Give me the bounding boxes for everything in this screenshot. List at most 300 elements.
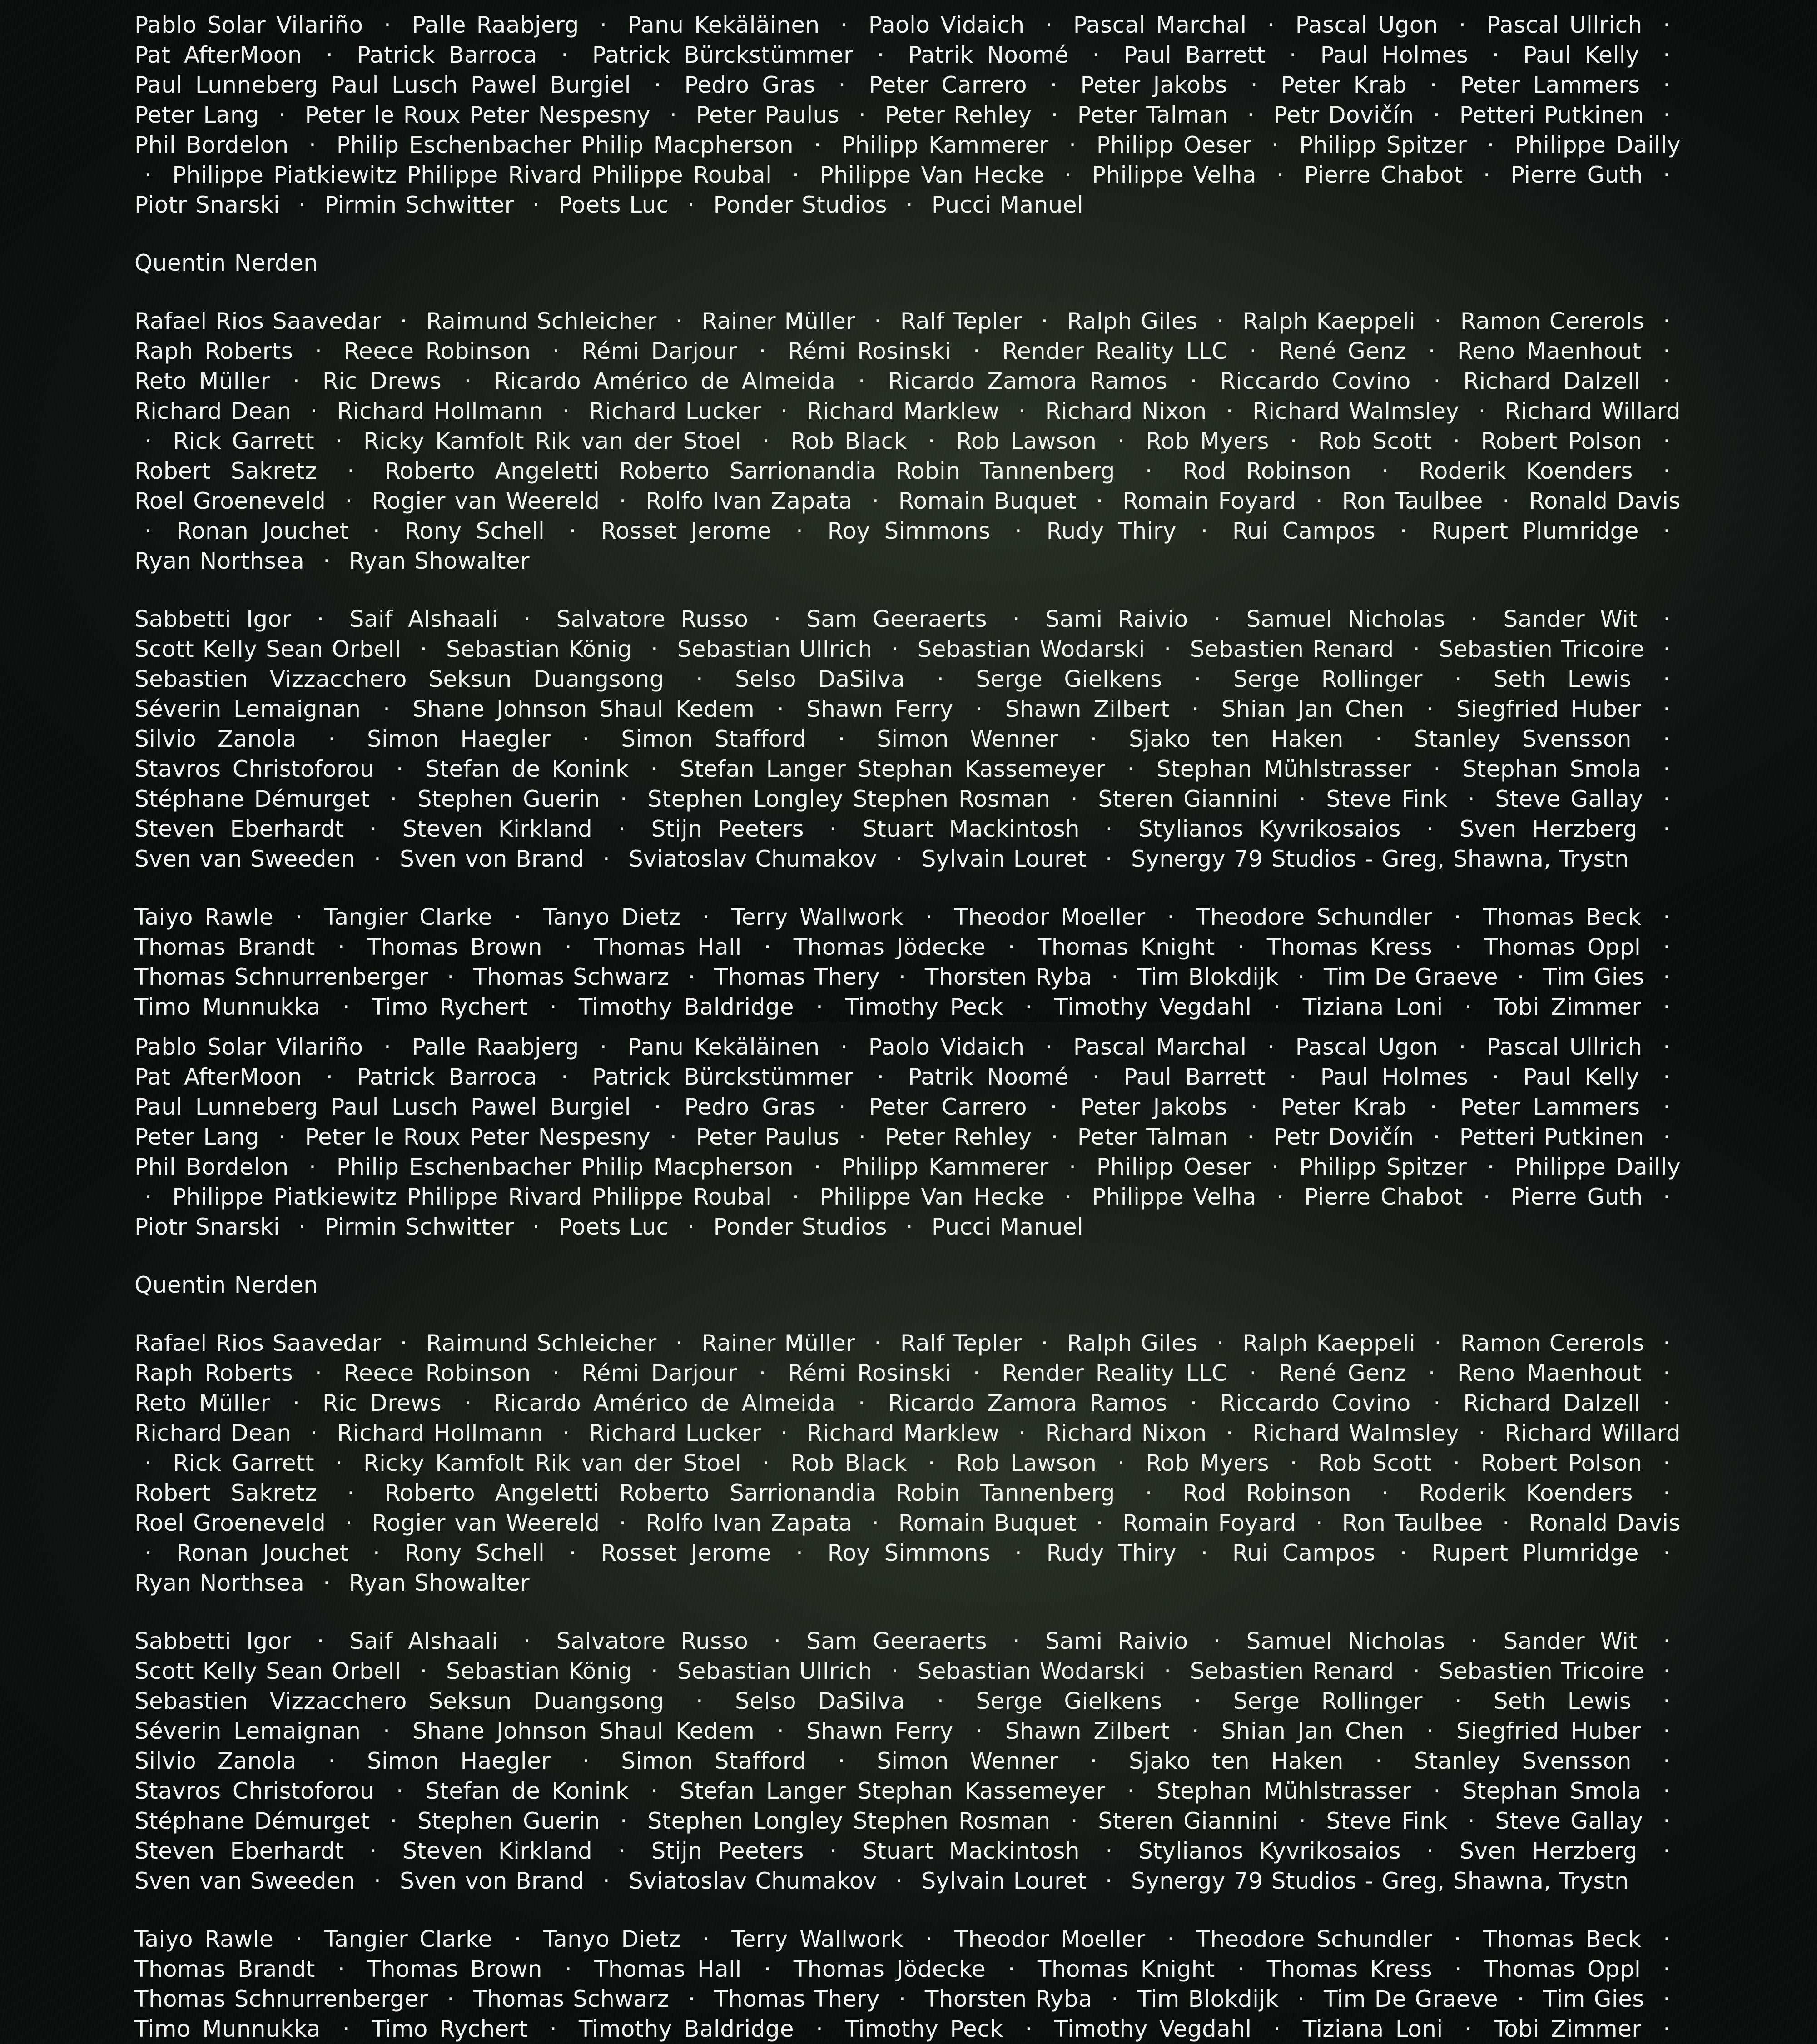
contributor-name: Tobi Zimmer — [1494, 2016, 1642, 2042]
contributor-name: Siegfried Huber — [1456, 1718, 1641, 1744]
contributor-name: Peter Jakobs — [1080, 72, 1227, 98]
separator-dot: · — [654, 72, 661, 98]
separator-dot: · — [369, 816, 377, 842]
contributor-name: Rob Myers — [1146, 428, 1269, 454]
contributor-name: Rui Campos — [1232, 1540, 1376, 1566]
separator-dot: · — [1297, 964, 1305, 990]
separator-dot: · — [872, 488, 879, 514]
separator-dot: · — [464, 1390, 472, 1416]
separator-dot: · — [928, 1450, 935, 1476]
contributor-name: Steve Gallay — [1495, 1808, 1643, 1834]
contributor-name: Roel Groeneveld — [134, 1510, 326, 1536]
separator-dot: · — [891, 636, 899, 662]
separator-dot: · — [1092, 42, 1100, 68]
separator-dot: · — [1194, 666, 1201, 692]
contributor-name: Pirmin Schwitter — [324, 1214, 514, 1240]
separator-dot: · — [654, 1094, 661, 1120]
separator-dot: · — [400, 1330, 407, 1356]
separator-dot: · — [895, 1868, 903, 1894]
separator-dot: · — [1105, 816, 1113, 842]
contributor-name: Ponder Studios — [713, 1214, 887, 1240]
contributor-name: Stefan Langer Stephan Kassemeyer — [680, 1778, 1106, 1804]
separator-dot: · — [295, 904, 303, 930]
contributor-name: Philipp Spitzer — [1299, 132, 1467, 158]
contributor-name: Shawn Zilbert — [1005, 1718, 1170, 1744]
separator-dot: · — [1014, 518, 1023, 544]
separator-dot: · — [1663, 518, 1671, 544]
separator-dot: · — [1276, 1184, 1284, 1210]
contributor-name: Sam Geeraerts — [806, 1628, 987, 1654]
separator-dot: · — [1663, 2016, 1671, 2042]
contributor-name: Ryan Northsea — [134, 548, 305, 574]
separator-dot: · — [840, 12, 848, 38]
separator-dot: · — [1426, 696, 1434, 722]
separator-dot: · — [815, 2016, 824, 2042]
separator-dot: · — [1434, 308, 1442, 334]
separator-dot: · — [687, 1214, 695, 1240]
contributor-name: Philip Eschenbacher Philip Macpherson — [336, 1154, 794, 1180]
separator-dot: · — [1381, 1480, 1389, 1506]
contributor-name: Tim Gies — [1543, 964, 1644, 990]
separator-dot: · — [650, 1658, 659, 1684]
contributor-name: Stuart Mackintosh — [863, 1838, 1080, 1864]
separator-dot: · — [840, 1034, 848, 1060]
contributor-name: Stijn Peeters — [651, 1838, 804, 1864]
separator-dot: · — [1663, 1034, 1671, 1060]
contributor-name: Peter Lang — [134, 1124, 260, 1150]
separator-dot: · — [762, 428, 770, 454]
separator-dot: · — [975, 696, 983, 722]
separator-dot: · — [1226, 1420, 1234, 1446]
contributor-name: Thomas Brown — [367, 934, 542, 960]
separator-dot: · — [374, 1868, 382, 1894]
separator-dot: · — [582, 726, 590, 752]
separator-dot: · — [1012, 606, 1020, 632]
contributor-name: Scott Kelly Sean Orbell — [134, 636, 402, 662]
contributor-name: Thomas Brandt — [134, 934, 315, 960]
separator-dot: · — [1465, 2016, 1472, 2042]
contributor-name: Ronald Davis — [1529, 488, 1681, 514]
contributor-name: Pierre Chabot — [1304, 1184, 1463, 1210]
contributor-name: Timo Munnukka — [134, 2016, 321, 2042]
separator-dot: · — [144, 1540, 152, 1566]
separator-dot: · — [326, 42, 333, 68]
separator-dot: · — [514, 904, 521, 930]
contributor-name: Thomas Brown — [367, 1956, 542, 1982]
contributor-name: Tanyo Dietz — [543, 1926, 681, 1952]
contributor-name: Taiyo Rawle — [134, 904, 274, 930]
separator-dot: · — [552, 1360, 560, 1386]
contributor-name: Sviatoslav Chumakov — [628, 1868, 877, 1894]
separator-dot: · — [523, 606, 531, 632]
separator-dot: · — [688, 1986, 695, 2012]
separator-dot: · — [1492, 1064, 1499, 1090]
separator-dot: · — [1426, 816, 1434, 842]
separator-dot: · — [1051, 102, 1058, 128]
contributor-name: Reece Robinson — [344, 338, 531, 364]
contributor-name: Thomas Kress — [1266, 1956, 1432, 1982]
contributor-name: Sebastian Wodarski — [917, 636, 1145, 662]
credits-group-r — [134, 1328, 1681, 1598]
contributor-name: Roberto Angeletti Roberto Sarrionandia Robin Tannenberg — [384, 458, 1115, 484]
contributor-name: Panu Kekäläinen — [627, 12, 820, 38]
contributor-name: Rosset Jerome — [601, 1540, 772, 1566]
separator-dot: · — [1164, 1658, 1172, 1684]
separator-dot: · — [877, 42, 884, 68]
contributor-name: Rainer Müller — [701, 1330, 856, 1356]
credits-group-r — [134, 306, 1681, 576]
separator-dot: · — [1663, 636, 1671, 662]
contributor-name: Sviatoslav Chumakov — [628, 846, 877, 872]
contributor-name: Richard Dalzell — [1463, 1390, 1641, 1416]
contributor-name: Paul Lunneberg Paul Lusch Pawel Burgiel — [134, 72, 631, 98]
contributor-name: Steren Giannini — [1098, 786, 1279, 812]
contributor-name: Panu Kekäläinen — [627, 1034, 820, 1060]
contributor-name: Richard Nixon — [1045, 398, 1207, 424]
contributor-name: Saif Alshaali — [349, 606, 498, 632]
contributor-name: Philip Eschenbacher Philip Macpherson — [336, 132, 794, 158]
separator-dot: · — [1663, 1330, 1671, 1356]
contributor-name: Romain Foyard — [1122, 1510, 1296, 1536]
separator-dot: · — [1483, 162, 1491, 188]
contributor-name: René Genz — [1278, 338, 1407, 364]
contributor-name: Tiziana Loni — [1302, 994, 1443, 1020]
separator-dot: · — [1433, 1778, 1441, 1804]
separator-dot: · — [1012, 1628, 1020, 1654]
separator-dot: · — [1276, 162, 1284, 188]
contributor-name: Rony Schell — [404, 518, 545, 544]
separator-dot: · — [792, 1184, 800, 1210]
contributor-name: Sylvain Louret — [921, 846, 1087, 872]
separator-dot: · — [1216, 1330, 1224, 1356]
contributor-name: Rémi Darjour — [581, 338, 737, 364]
credits-group-t — [134, 902, 1681, 1022]
contributor-name: Robert Polson — [1481, 1450, 1643, 1476]
contributor-name: Pascal Ugon — [1295, 12, 1438, 38]
separator-dot: · — [1454, 1688, 1462, 1714]
contributor-name: Thomas Jödecke — [793, 934, 986, 960]
separator-dot: · — [383, 1718, 391, 1744]
contributor-name: Thomas Beck — [1483, 1926, 1642, 1952]
separator-dot: · — [310, 1420, 318, 1446]
contributor-name: Sebastien Renard — [1190, 636, 1394, 662]
separator-dot: · — [1663, 1986, 1671, 2012]
contributor-name: Peter Carrero — [869, 1094, 1027, 1120]
separator-dot: · — [1663, 1778, 1671, 1804]
contributor-name: René Genz — [1278, 1360, 1407, 1386]
separator-dot: · — [1412, 1658, 1420, 1684]
separator-dot: · — [1096, 488, 1103, 514]
contributor-name: Rolfo Ivan Zapata — [645, 488, 853, 514]
separator-dot: · — [1465, 994, 1472, 1020]
separator-dot: · — [774, 606, 781, 632]
contributor-name: Serge Rollinger — [1233, 1688, 1423, 1714]
separator-dot: · — [1092, 1064, 1100, 1090]
contributor-name: Rupert Plumridge — [1431, 518, 1639, 544]
separator-dot: · — [1025, 2016, 1033, 2042]
separator-dot: · — [1117, 1450, 1125, 1476]
contributor-name: Pascal Ugon — [1295, 1034, 1438, 1060]
contributor-name: Paul Barrett — [1123, 42, 1266, 68]
contributor-name: Richard Marklew — [807, 1420, 1000, 1446]
contributor-name: Sven Herzberg — [1460, 1838, 1638, 1864]
separator-dot: · — [891, 1658, 899, 1684]
separator-dot: · — [1008, 934, 1015, 960]
contributor-name: Serge Gielkens — [976, 666, 1162, 692]
separator-dot: · — [396, 756, 404, 782]
contributor-name: Reece Robinson — [344, 1360, 531, 1386]
separator-dot: · — [1663, 756, 1671, 782]
contributor-name: Steve Fink — [1326, 1808, 1448, 1834]
contributor-name: Pucci Manuel — [931, 1214, 1084, 1240]
contributor-name: Palle Raabjerg — [412, 1034, 579, 1060]
separator-dot: · — [372, 1540, 381, 1566]
separator-dot: · — [328, 726, 336, 752]
contributor-name: Raimund Schleicher — [426, 1330, 657, 1356]
contributor-name: Sebastien Tricoire — [1439, 636, 1644, 662]
separator-dot: · — [859, 102, 866, 128]
contributor-name: Theodor Moeller — [954, 904, 1146, 930]
contributor-name: Serge Gielkens — [976, 1688, 1162, 1714]
contributor-name: Timothy Vegdahl — [1054, 994, 1252, 1020]
separator-dot: · — [582, 1748, 590, 1774]
separator-dot: · — [792, 162, 800, 188]
credits-group-t — [134, 1924, 1681, 2044]
contributor-name: Sven van Sweeden — [134, 846, 356, 872]
separator-dot: · — [1167, 1926, 1175, 1952]
contributor-name: Ryan Northsea — [134, 1570, 305, 1596]
separator-dot: · — [298, 192, 306, 218]
separator-dot: · — [372, 518, 381, 544]
contributor-name: Stefan de Konink — [425, 756, 629, 782]
separator-dot: · — [569, 518, 576, 544]
contributor-name: Pierre Guth — [1510, 1184, 1643, 1210]
contributor-name: Tim De Graeve — [1324, 964, 1499, 990]
separator-dot: · — [144, 518, 152, 544]
contributor-name: Thorsten Ryba — [924, 1986, 1092, 2012]
separator-dot: · — [695, 666, 704, 692]
separator-dot: · — [858, 1390, 866, 1416]
contributor-name: Quentin Nerden — [134, 1272, 318, 1298]
separator-dot: · — [420, 1658, 427, 1684]
contributor-name: Petteri Putkinen — [1459, 102, 1644, 128]
separator-dot: · — [1070, 786, 1078, 812]
contributor-name: Stephen Guerin — [417, 1808, 600, 1834]
separator-dot: · — [1487, 132, 1494, 158]
contributor-name: Quentin Nerden — [134, 250, 318, 276]
separator-dot: · — [1663, 368, 1671, 394]
credits-group-p — [134, 10, 1681, 220]
contributor-name: Thomas Oppl — [1484, 934, 1641, 960]
separator-dot: · — [1191, 1718, 1199, 1744]
separator-dot: · — [1492, 42, 1499, 68]
separator-dot: · — [1145, 458, 1153, 484]
contributor-name: Philipp Kammerer — [841, 132, 1049, 158]
credits-panel-duplicate — [0, 1022, 1817, 2044]
separator-dot: · — [420, 636, 427, 662]
contributor-name: Stanley Svensson — [1414, 726, 1632, 752]
contributor-name: Rupert Plumridge — [1431, 1540, 1639, 1566]
separator-dot: · — [1018, 1420, 1026, 1446]
contributor-name: Steven Kirkland — [402, 1838, 593, 1864]
contributor-name: Roberto Angeletti Roberto Sarrionandia Robin Tannenberg — [384, 1480, 1115, 1506]
separator-dot: · — [1470, 1628, 1478, 1654]
separator-dot: · — [1663, 934, 1671, 960]
separator-dot: · — [1237, 1956, 1245, 1982]
separator-dot: · — [390, 786, 397, 812]
separator-dot: · — [1014, 1540, 1023, 1566]
contributor-name: Poets Luc — [558, 192, 669, 218]
contributor-name: Sven von Brand — [400, 846, 585, 872]
separator-dot: · — [1663, 1360, 1671, 1386]
contributor-name: Seth Lewis — [1493, 1688, 1632, 1714]
separator-dot: · — [1297, 1986, 1305, 2012]
contributor-name: Pascal Ullrich — [1487, 12, 1643, 38]
contributor-name: Ralph Kaeppeli — [1242, 1330, 1416, 1356]
separator-dot: · — [1273, 2016, 1281, 2042]
contributor-name: Sebastian König — [446, 636, 632, 662]
separator-dot: · — [1428, 338, 1436, 364]
separator-dot: · — [905, 192, 913, 218]
contributor-name: Reno Maenhout — [1457, 1360, 1642, 1386]
separator-dot: · — [1105, 1838, 1113, 1864]
contributor-name: Rémi Darjour — [581, 1360, 737, 1386]
separator-dot: · — [702, 1926, 710, 1952]
contributor-name: Peter Talman — [1077, 102, 1228, 128]
contributor-name: Steve Gallay — [1495, 786, 1643, 812]
separator-dot: · — [1412, 636, 1420, 662]
contributor-name: Piotr Snarski — [134, 1214, 280, 1240]
separator-dot: · — [1663, 1094, 1671, 1120]
contributor-name: Robert Polson — [1481, 428, 1643, 454]
separator-dot: · — [310, 398, 318, 424]
separator-dot: · — [1025, 994, 1033, 1020]
separator-dot: · — [514, 1926, 521, 1952]
contributor-name: Shane Johnson Shaul Kedem — [412, 1718, 755, 1744]
separator-dot: · — [937, 1688, 944, 1714]
contributor-name: Philipp Spitzer — [1299, 1154, 1467, 1180]
contributor-name: Pascal Marchal — [1073, 12, 1247, 38]
separator-dot: · — [295, 1926, 303, 1952]
separator-dot: · — [1041, 1330, 1048, 1356]
contributor-name: Richard Lucker — [589, 398, 761, 424]
separator-dot: · — [675, 1330, 683, 1356]
separator-dot: · — [1663, 1718, 1671, 1744]
contributor-name: Raph Roberts — [134, 1360, 293, 1386]
separator-dot: · — [1190, 1390, 1197, 1416]
separator-dot: · — [975, 1718, 983, 1744]
contributor-name: Stanley Svensson — [1414, 1748, 1632, 1774]
contributor-name: Richard Willard — [1504, 1420, 1681, 1446]
contributor-name: Romain Buquet — [898, 1510, 1077, 1536]
contributor-name: Philippe Van Hecke — [819, 162, 1044, 188]
separator-dot: · — [762, 1450, 770, 1476]
contributor-name: Sebastian König — [446, 1658, 632, 1684]
separator-dot: · — [1289, 1064, 1297, 1090]
separator-dot: · — [323, 1570, 331, 1596]
separator-dot: · — [1237, 934, 1245, 960]
contributor-name: Ron Taulbee — [1342, 1510, 1483, 1536]
separator-dot: · — [937, 666, 944, 692]
contributor-name: Rob Lawson — [956, 1450, 1097, 1476]
contributor-name: Rob Scott — [1318, 428, 1432, 454]
contributor-name: Roel Groeneveld — [134, 488, 326, 514]
separator-dot: · — [858, 368, 866, 394]
contributor-name: Pat AfterMoon — [134, 42, 302, 68]
separator-dot: · — [1663, 1838, 1671, 1864]
contributor-name: Peter Rehley — [885, 102, 1032, 128]
separator-dot: · — [1426, 1838, 1434, 1864]
separator-dot: · — [309, 132, 317, 158]
contributor-name: Richard Dalzell — [1463, 368, 1641, 394]
separator-dot: · — [1315, 488, 1323, 514]
separator-dot: · — [1663, 1124, 1671, 1150]
separator-dot: · — [1663, 786, 1671, 812]
separator-dot: · — [1663, 308, 1671, 334]
separator-dot: · — [814, 132, 821, 158]
separator-dot: · — [1453, 428, 1460, 454]
contributor-name: Richard Marklew — [807, 398, 1000, 424]
contributor-name: Ryan Showalter — [349, 1570, 530, 1596]
separator-dot: · — [1470, 606, 1478, 632]
separator-dot: · — [650, 636, 659, 662]
separator-dot: · — [829, 816, 837, 842]
separator-dot: · — [877, 1064, 884, 1090]
separator-dot: · — [335, 428, 343, 454]
separator-dot: · — [777, 696, 784, 722]
contributor-name: Tim De Graeve — [1324, 1986, 1499, 2012]
separator-dot: · — [1051, 1124, 1058, 1150]
contributor-name: Stavros Christoforou — [134, 1778, 374, 1804]
separator-dot: · — [342, 994, 350, 1020]
separator-dot: · — [780, 1420, 788, 1446]
separator-dot: · — [347, 1480, 355, 1506]
contributor-name: Rob Scott — [1318, 1450, 1432, 1476]
separator-dot: · — [1433, 1390, 1441, 1416]
separator-dot: · — [1050, 1094, 1057, 1120]
separator-dot: · — [1663, 1480, 1671, 1506]
credits-group-s — [134, 604, 1681, 874]
contributor-name: Séverin Lemaignan — [134, 696, 361, 722]
contributor-name: Rob Black — [790, 428, 907, 454]
contributor-name: Paolo Vidaich — [868, 12, 1025, 38]
contributor-name: Sabbetti Igor — [134, 606, 292, 632]
contributor-name: Stavros Christoforou — [134, 756, 374, 782]
contributor-name: Sven van Sweeden — [134, 1868, 356, 1894]
contributor-name: Render Reality LLC — [1002, 338, 1228, 364]
separator-dot: · — [564, 934, 572, 960]
separator-dot: · — [464, 368, 472, 394]
separator-dot: · — [1430, 1094, 1437, 1120]
contributor-name: Shawn Zilbert — [1005, 696, 1170, 722]
separator-dot: · — [390, 1808, 397, 1834]
contributor-name: Philipp Kammerer — [841, 1154, 1049, 1180]
separator-dot: · — [1250, 1094, 1258, 1120]
contributor-name: Rémi Rosinski — [788, 338, 952, 364]
separator-dot: · — [1167, 904, 1175, 930]
contributor-name: Rui Campos — [1232, 518, 1376, 544]
contributor-name: Peter le Roux Peter Nespesny — [305, 102, 650, 128]
separator-dot: · — [764, 1956, 771, 1982]
contributor-name: Stefan de Konink — [425, 1778, 629, 1804]
separator-dot: · — [838, 72, 846, 98]
separator-dot: · — [815, 994, 824, 1020]
contributor-name: Peter Rehley — [885, 1124, 1032, 1150]
separator-dot: · — [1127, 756, 1135, 782]
separator-dot: · — [328, 1748, 336, 1774]
contributor-name: Richard Willard — [1504, 398, 1681, 424]
contributor-name: Siegfried Huber — [1456, 696, 1641, 722]
